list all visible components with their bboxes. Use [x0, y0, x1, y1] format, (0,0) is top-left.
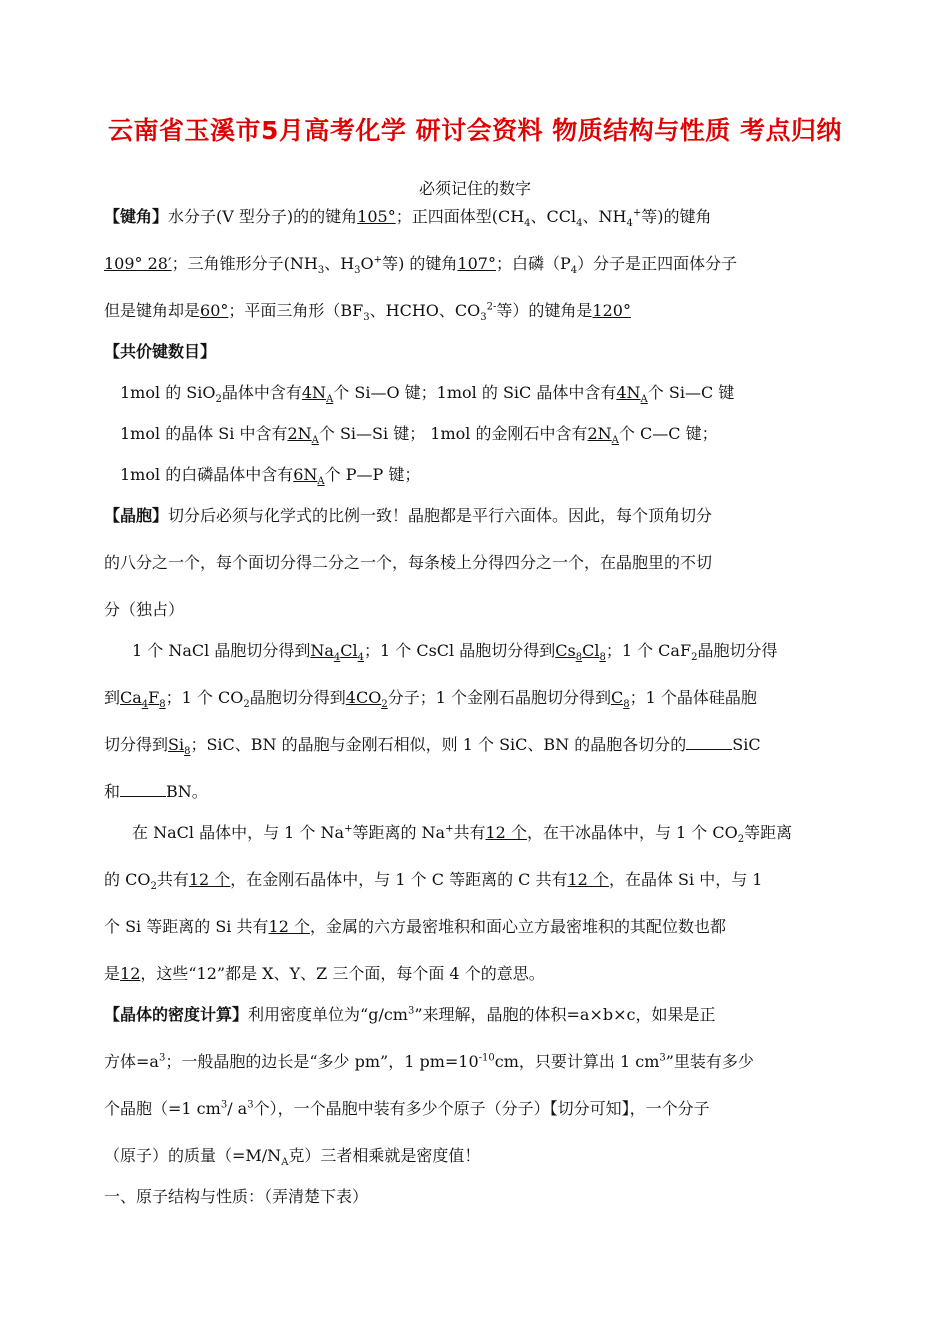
- covalent-line-2: 1mol 的晶体 Si 中含有$2N_A$个 Si—Si 键； 1mol 的金刚石中含有$2N_A$个 C—C 键；: [120, 424, 718, 447]
- bond-angle-heading: 【键角】: [104, 207, 169, 226]
- cell-example-line-4: 和 BN。: [104, 782, 208, 801]
- tetrahedral-angle-value: 109° 28′: [104, 254, 172, 273]
- answer-blank-bn: [120, 782, 166, 797]
- cell-example-line-2: 到$Ca_4F_8$；1 个 $CO_2$晶胞切分得到$4CO_2$分子；1 个金刚石晶胞切分得到$C_8$；1 个晶体硅晶胞: [104, 688, 757, 711]
- coordination-line-2: 的 $CO_2$共有12 个，在金刚石晶体中，与 1 个 C 等距离的 C 共有12 个，在晶体 Si 中，与 1: [104, 870, 763, 893]
- cell-example-line-1: 1 个 NaCl 晶胞切分得到$Na_4Cl_4$；1 个 CsCl 晶胞切分得到$Cs_8Cl_8$；1 个 CaF$_2$晶胞切分得: [132, 641, 778, 664]
- coordination-line-4: 是12，这些“12”都是 X、Y、Z 三个面，每个面 4 个的意思。: [104, 964, 545, 983]
- covalent-heading: 【共价键数目】: [104, 342, 217, 361]
- p4-angle-value: 60°: [200, 301, 229, 320]
- answer-blank-sic: [686, 735, 732, 750]
- covalent-line-1: 1mol 的 SiO$_2$晶体中含有$4N_A$个 Si—O 键；1mol 的 SiC 晶体中含有$4N_A$个 Si—C 键: [120, 383, 735, 406]
- density-line-4: （原子）的质量（$=M/N_A$克）三者相乘就是密度值！: [104, 1146, 481, 1169]
- cell-line-2: 的八分之一个，每个面切分得二分之一个，每条棱上分得四分之一个，在晶胞里的不切: [104, 553, 713, 572]
- document-subtitle: 必须记住的数字: [418, 179, 531, 198]
- coordination-line-3: 个 Si 等距离的 Si 共有12 个，金属的六方最密堆积和面心立方最密堆积的其配位数也都: [104, 917, 726, 936]
- covalent-line-3: 1mol 的白磷晶体中含有$6N_A$个 P—P 键；: [120, 465, 421, 488]
- water-angle-value: 105°: [357, 207, 396, 226]
- pyramid-angle-value: 107°: [457, 254, 496, 273]
- density-line-1: 【晶体的密度计算】利用密度单位为“$g/cm^3$”来理解，晶胞的体积=a×b×c，如果是正: [104, 1005, 716, 1024]
- cell-line-3: 分（独占）: [104, 600, 185, 619]
- coordination-line-1: 在 NaCl 晶体中，与 1 个 Na+等距离的 Na+共有12 个，在干冰晶体中，与 1 个 $CO_2$等距离: [132, 823, 793, 846]
- document-title: 云南省玉溪市5月高考化学 研讨会资料 物质结构与性质 考点归纳: [107, 116, 842, 145]
- planar-angle-value: 120°: [592, 301, 631, 320]
- section-1-heading: 一、原子结构与性质：（弄清楚下表）: [104, 1187, 369, 1206]
- cell-example-line-3: 切分得到$Si_8$；SiC、BN 的晶胞与金刚石相似，则 1 个 SiC、BN 的晶胞各切分的 SiC: [104, 735, 761, 758]
- covalent-heading-line: [104, 341, 846, 363]
- density-heading: 【晶体的密度计算】: [104, 1005, 249, 1024]
- cell-line-1: 【晶胞】切分后必须与化学式的比例一致！晶胞都是平行六面体。因此，每个顶角切分: [104, 506, 713, 525]
- density-line-3: 个晶胞（=1 $cm^3/$ $a^3$个），一个晶胞中装有多少个原子（分子）【切分可知】，一个分子: [104, 1099, 710, 1118]
- cell-heading: 【晶胞】: [104, 506, 169, 525]
- density-line-2: 方体$=a^3$；一般晶胞的边长是“多少 pm”，1 $pm=10^{-10}cm$，只要计算出 1 $cm^3$”里装有多少: [104, 1052, 754, 1071]
- bond-angle-line-2: 109° 28′；三角锥形分子($NH_3$、$H_3O^+$等) 的键角107°；白磷$(P_4)$分子是正四面体分子: [104, 254, 738, 277]
- bond-angle-line-1: 【键角】水分子(V 型分子)的的键角105°；正四面体型($CH_4$、CCl$_4$、$NH_4^+$等)的键角: [104, 207, 712, 230]
- bond-angle-line-3: 但是键角却是60°；平面三角形（$BF_3$、HCHO、$CO_3^{2-}$等）的键角是120°: [104, 301, 631, 324]
